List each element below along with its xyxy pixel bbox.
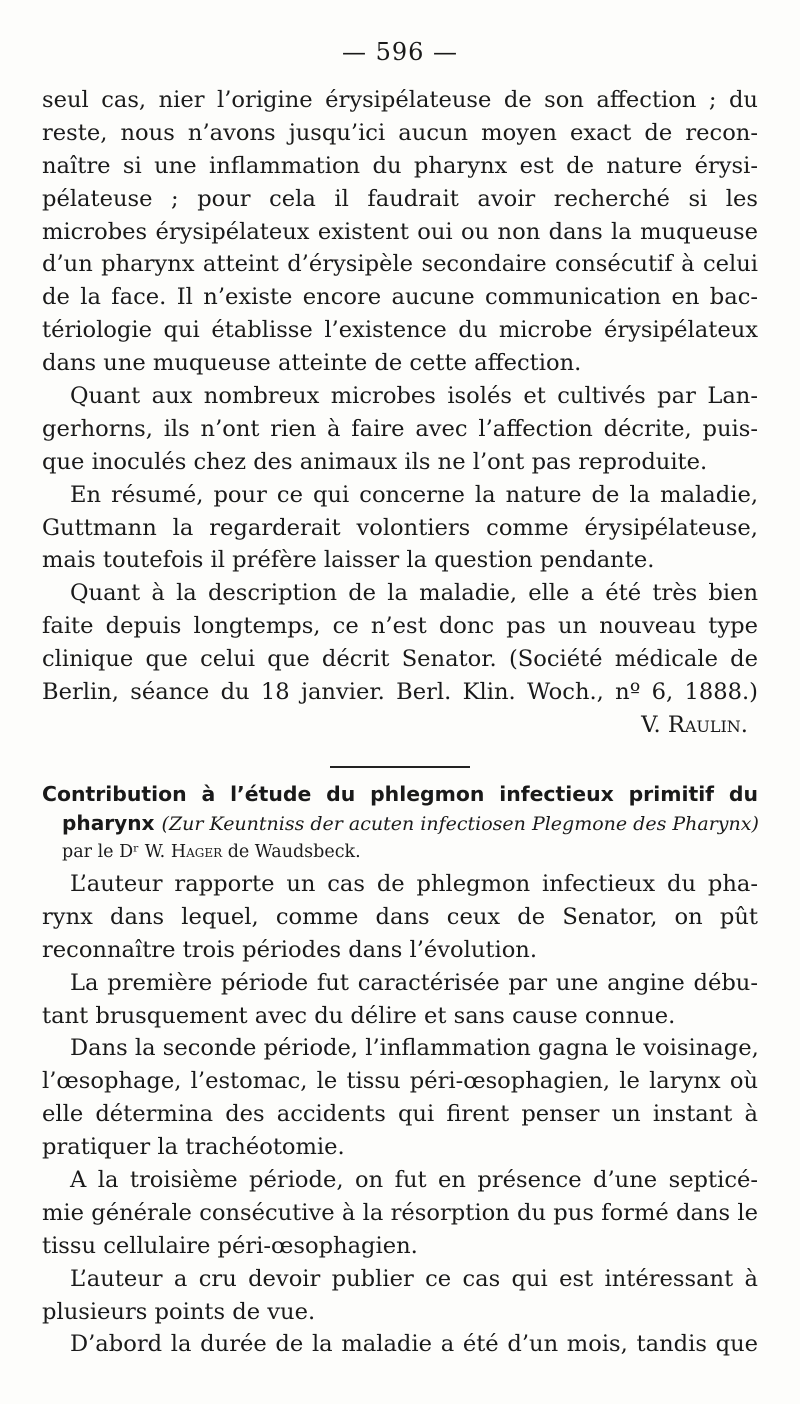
text-line: faite depuis longtemps, ce n’est donc pas un nouveau type [42,613,758,640]
text-line: En résumé, pour ce qui concerne la nature de la maladie, [70,481,758,508]
text-line: L’auteur a cru devoir publier ce cas qui est intéressant à [70,1265,758,1292]
text-line: d’un pharynx atteint d’érysipèle secondaire consécutif à celui [42,251,758,278]
top-text-block [42,84,758,742]
text-line: que inoculés chez des animaux ils ne l’ont pas reproduite. [42,448,708,475]
text-line: D’abord la durée de la maladie a été d’un mois, tandis que [70,1331,758,1358]
article-byline [62,840,361,864]
byline-author: Hager [170,842,223,862]
text-line: clinique que celui que décrit Senator. (Société médicale de [42,646,758,673]
text-line: Berlin, séance du 18 janvier. Berl. Klin. Woch., nº 6, 1888.) [42,679,758,706]
article-title [42,780,758,838]
article-german-subtitle: (Zur Keuntniss der acuten infectiosen Plegmone des Pharynx) [161,813,759,835]
text-line: Quant à la description de la maladie, elle a été très bien [70,580,758,607]
text-line: naître si une inflammation du pharynx est de nature érysi- [42,152,758,179]
text-line: A la troisième période, on fut en présence d’une septicé- [70,1167,758,1194]
article-title-line [42,809,758,838]
byline-prefix: par le Dʳ W. [62,842,171,862]
text-line: dans une muqueuse atteinte de cette affection. [42,350,582,377]
text-line: Dans la seconde période, l’inflammation gagna le voisinage, [70,1035,759,1062]
page-number: — 596 — [341,38,459,66]
text-line: seul cas, nier l’origine érysipélateuse de son affection ; du [42,87,758,113]
text-line: mais toutefois il préfère laisser la question pendante. [42,547,655,574]
text-line: pratiquer la trachéotomie. [42,1134,345,1161]
text-line: tériologie qui établisse l’existence du microbe érysipélateux [42,317,758,344]
text-line: tant brusquement avec du délire et sans cause connue. [42,1002,676,1029]
text-line: rynx dans lequel, comme dans ceux de Senator, on pût [42,903,758,930]
text-line: Guttmann la regarderait volontiers comme érysipélateuse, [42,514,758,541]
text-line: de la face. Il n’existe encore aucune communication en bac- [42,284,758,311]
text-line: plusieurs points de vue. [42,1298,316,1325]
text-line: pélateuse ; pour cela il faudrait avoir recherché si les [42,185,758,212]
text-line: gerhorns, ils n’ont rien à faire avec l’affection décrite, puis- [42,415,758,442]
text-line: La première période fut caractérisée par une angine débu- [70,969,758,996]
text-line: tissu cellulaire péri-œsophagien. [42,1232,418,1259]
byline-suffix: de Waudsbeck. [222,842,361,862]
text-line: Quant aux nombreux microbes isolés et cultivés par Lan- [70,383,758,410]
signature [42,709,758,742]
text-line: mie générale consécutive à la résorption du pus formé dans le [42,1199,758,1226]
section-divider [330,766,470,768]
signature-initial: V. [641,711,668,738]
bottom-text-block [42,868,758,1361]
article-title-line: Contribution à l’étude du phlegmon infectieux primitif du [42,782,758,806]
text-line: l’œsophage, l’estomac, le tissu péri-œsophagien, le larynx où [42,1068,758,1095]
article-title-word: pharynx [62,811,155,835]
signature-name: Raulin. [667,711,748,738]
text-line: reconnaître trois périodes dans l’évolution. [42,936,538,963]
text-line: elle détermina des accidents qui firent penser un instant à [42,1101,758,1128]
text-line: L’auteur rapporte un cas de phlegmon infectieux du pha- [70,871,758,897]
text-line: reste, nous n’avons jusqu’ici aucun moyen exact de recon- [42,119,758,146]
text-line: microbes érysipélateux existent oui ou non dans la muqueuse [42,218,758,245]
